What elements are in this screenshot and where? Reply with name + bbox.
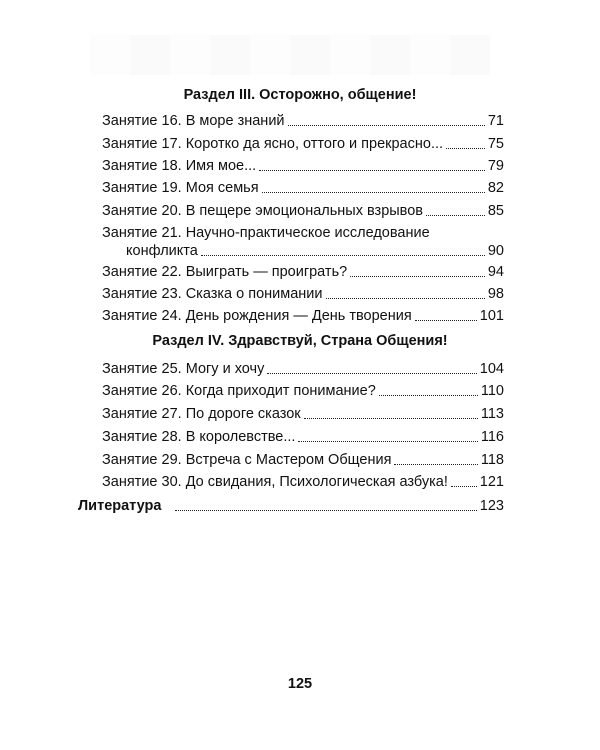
dot-leader bbox=[426, 215, 485, 216]
entry-page: 90 bbox=[487, 243, 504, 259]
entry-label: Занятие 22. Выиграть — проиграть? bbox=[102, 264, 348, 280]
entry-page: 71 bbox=[487, 113, 504, 129]
dot-leader bbox=[262, 192, 485, 193]
literature-label: Литература bbox=[78, 498, 162, 514]
dot-leader bbox=[298, 441, 477, 442]
toc-entry bbox=[102, 405, 504, 423]
toc-entry bbox=[102, 285, 504, 303]
dot-leader bbox=[350, 276, 485, 277]
dot-leader bbox=[259, 170, 485, 171]
entry-label: Занятие 17. Коротко да ясно, оттого и прекрасно... bbox=[102, 136, 444, 152]
entry-page: 113 bbox=[480, 406, 504, 422]
toc-entry-two-line bbox=[102, 224, 504, 260]
entry-page: 82 bbox=[487, 180, 504, 196]
toc-entry bbox=[102, 307, 504, 325]
entry-label: Занятие 19. Моя семья bbox=[102, 180, 259, 196]
dot-leader bbox=[415, 320, 477, 321]
toc-entry bbox=[102, 112, 504, 130]
entry-page: 110 bbox=[480, 383, 504, 399]
entry-label: Занятие 23. Сказка о понимании bbox=[102, 286, 323, 302]
toc-entry bbox=[102, 202, 504, 220]
page-number: 125 bbox=[287, 676, 313, 692]
dot-leader bbox=[446, 148, 485, 149]
dot-leader bbox=[267, 373, 476, 374]
entry-label: Занятие 29. Встреча с Мастером Общения bbox=[102, 452, 392, 468]
dot-leader bbox=[451, 486, 477, 487]
entry-page: 94 bbox=[487, 264, 504, 280]
toc-entry bbox=[102, 135, 504, 153]
entry-page: 116 bbox=[480, 429, 504, 445]
entry-page: 121 bbox=[479, 474, 504, 490]
toc-entry bbox=[102, 179, 504, 197]
dot-leader bbox=[288, 125, 485, 126]
entry-page: 104 bbox=[479, 361, 504, 377]
toc-entry bbox=[102, 382, 504, 400]
dot-leader bbox=[175, 510, 476, 511]
dot-leader bbox=[379, 395, 478, 396]
entry-page: 85 bbox=[487, 203, 504, 219]
entry-label: Занятие 18. Имя мое... bbox=[102, 158, 257, 174]
section-title-4: Раздел IV. Здравствуй, Страна Общения! bbox=[152, 333, 448, 349]
toc-entry bbox=[102, 473, 504, 491]
entry-label: Занятие 28. В королевстве... bbox=[102, 429, 296, 445]
entry-label: Занятие 25. Могу и хочу bbox=[102, 361, 265, 377]
entry-label-continuation: конфликта bbox=[126, 243, 198, 259]
entry-page: 118 bbox=[480, 452, 504, 468]
dot-leader bbox=[394, 464, 477, 465]
toc-literature bbox=[78, 497, 504, 515]
entry-label: Занятие 21. Научно-практическое исследование bbox=[102, 225, 430, 241]
dot-leader bbox=[201, 255, 485, 256]
toc-entry bbox=[102, 451, 504, 469]
entry-page: 98 bbox=[487, 286, 504, 302]
toc-entry bbox=[102, 263, 504, 281]
entry-label: Занятие 16. В море знаний bbox=[102, 113, 285, 129]
dot-leader bbox=[304, 418, 478, 419]
entry-label: Занятие 27. По дороге сказок bbox=[102, 406, 301, 422]
entry-label: Занятие 26. Когда приходит понимание? bbox=[102, 383, 376, 399]
toc-entry bbox=[102, 157, 504, 175]
toc-entry bbox=[102, 360, 504, 378]
literature-page: 123 bbox=[479, 498, 504, 514]
entry-label: Занятие 30. До свидания, Психологическая азбука! bbox=[102, 474, 448, 490]
entry-label: Занятие 24. День рождения — День творения bbox=[102, 308, 412, 324]
bleed-through-shadow bbox=[90, 35, 490, 75]
entry-label: Занятие 20. В пещере эмоциональных взрывов bbox=[102, 203, 423, 219]
toc-entry bbox=[102, 428, 504, 446]
entry-page: 79 bbox=[487, 158, 504, 174]
section-title-3: Раздел III. Осторожно, общение! bbox=[183, 87, 417, 103]
dot-leader bbox=[326, 298, 485, 299]
entry-page: 101 bbox=[479, 308, 504, 324]
entry-page: 75 bbox=[487, 136, 504, 152]
